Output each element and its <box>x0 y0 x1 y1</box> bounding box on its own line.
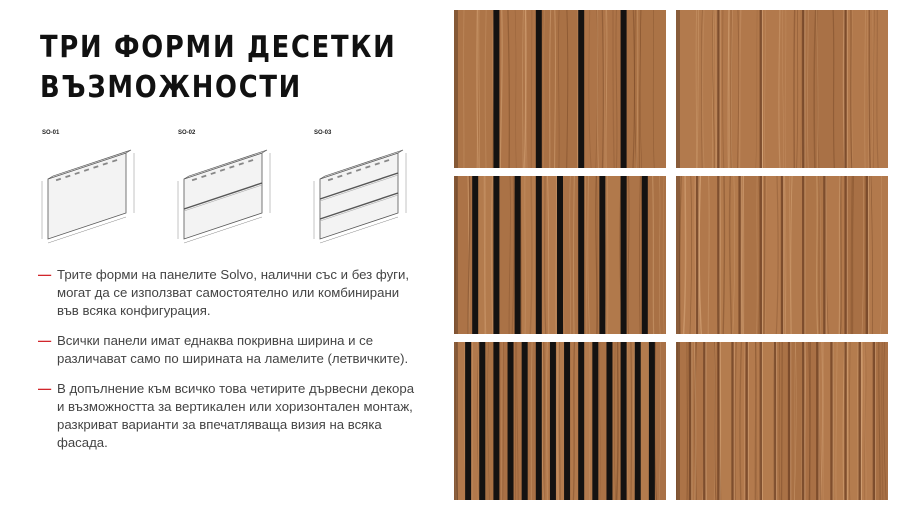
gap-line <box>557 176 563 334</box>
wood-grain <box>631 342 632 500</box>
groove-highlight <box>698 176 699 334</box>
groove-line <box>774 342 776 500</box>
swatch-wide-slats-with-gaps <box>454 10 666 168</box>
groove-line <box>760 176 762 334</box>
swatch-medium-slats-no-gaps <box>676 176 888 334</box>
groove-line <box>689 342 691 500</box>
wood-grain <box>782 342 783 500</box>
gap-line <box>493 10 499 168</box>
gap-line <box>564 342 570 500</box>
feature-text: Всички панели имат еднаква покривна ширина и се различават само по ширината на ламелите (летвичките). <box>57 333 409 366</box>
groove-highlight <box>734 342 735 500</box>
groove-highlight <box>804 10 805 168</box>
profile-drawing <box>170 135 290 247</box>
profile-code: SO-01 <box>42 130 60 136</box>
groove-line <box>781 176 783 334</box>
groove-line <box>717 176 719 334</box>
groove-highlight <box>720 10 721 168</box>
groove-line <box>844 10 846 168</box>
groove-line <box>738 176 740 334</box>
groove-highlight <box>847 176 848 334</box>
groove-highlight <box>847 10 848 168</box>
feature-item <box>38 332 418 368</box>
wood-grain <box>794 10 795 168</box>
slat-tone <box>645 176 666 334</box>
wood-grain <box>839 176 840 334</box>
slat-tone <box>803 176 824 334</box>
wood-texture <box>676 342 888 500</box>
feature-item <box>38 380 418 452</box>
groove-line <box>717 10 719 168</box>
profile-so-02 <box>170 125 290 250</box>
swatch-wide-slats-no-gaps <box>676 10 888 168</box>
panel-profiles <box>34 125 424 250</box>
groove-line <box>866 176 868 334</box>
groove-highlight <box>790 342 791 500</box>
groove-highlight <box>691 342 692 500</box>
groove-line <box>873 342 875 500</box>
gap-line <box>508 342 514 500</box>
profile-drawing <box>306 135 426 247</box>
wood-texture <box>676 10 888 168</box>
gap-line <box>536 10 542 168</box>
groove-line <box>823 176 825 334</box>
slat-tone <box>454 10 496 168</box>
gap-line <box>621 10 627 168</box>
wood-texture <box>454 342 666 500</box>
wood-grain <box>558 342 559 500</box>
profile-drawing <box>34 135 154 247</box>
wood-grain <box>589 342 590 500</box>
wood-grain <box>573 342 574 500</box>
wood-texture <box>454 176 666 334</box>
swatch-narrow-slats-no-gaps <box>676 342 888 500</box>
groove-highlight <box>819 342 820 500</box>
swatch-narrow-slats-with-gaps <box>454 342 666 500</box>
feature-text: Трите форми на панелите Solvo, налични със и без фуги, могат да се използват самостоятелно или комбинирани във всяка конфигурация. <box>57 267 410 318</box>
groove-line <box>760 10 762 168</box>
gap-line <box>472 176 478 334</box>
wood-texture <box>676 176 888 334</box>
panel-edge <box>454 342 458 500</box>
wood-grain <box>556 176 557 334</box>
groove-line <box>802 10 804 168</box>
groove-highlight <box>705 342 706 500</box>
gap-line <box>578 342 584 500</box>
gap-line <box>550 342 556 500</box>
feature-item <box>38 266 418 320</box>
profile-code: SO-02 <box>178 130 196 136</box>
page-title <box>40 28 396 108</box>
gap-line <box>465 342 471 500</box>
gap-line <box>536 176 542 334</box>
slat-tone <box>539 176 560 334</box>
wood-grain <box>472 342 473 500</box>
groove-line <box>731 342 733 500</box>
groove-highlight <box>776 342 777 500</box>
gap-line <box>599 176 605 334</box>
groove-highlight <box>804 176 805 334</box>
profile-so-03 <box>306 125 426 250</box>
groove-highlight <box>783 176 784 334</box>
dash-bullet: — <box>38 267 52 282</box>
gap-line <box>621 176 627 334</box>
gap-line <box>606 342 612 500</box>
gap-line <box>649 342 655 500</box>
groove-line <box>816 342 818 500</box>
groove-highlight <box>861 342 862 500</box>
gap-line <box>592 342 598 500</box>
groove-line <box>802 176 804 334</box>
wood-grain <box>484 176 485 334</box>
groove-highlight <box>762 10 763 168</box>
panel-edge <box>676 342 680 500</box>
wood-grain <box>544 342 545 500</box>
gap-line <box>621 342 627 500</box>
panel-edge <box>676 176 680 334</box>
slat-tone <box>624 10 666 168</box>
wood-grain <box>833 10 834 168</box>
gap-line <box>479 342 485 500</box>
wood-grain <box>857 342 858 500</box>
panel-edge <box>676 10 680 168</box>
profile-so-01 <box>34 125 154 250</box>
groove-highlight <box>762 176 763 334</box>
wood-grain <box>463 10 464 168</box>
gap-line <box>642 176 648 334</box>
gap-line <box>515 176 521 334</box>
title-line-2: ВЪЗМОЖНОСТИ <box>40 70 303 105</box>
groove-highlight <box>748 342 749 500</box>
groove-line <box>859 342 861 500</box>
groove-line <box>844 176 846 334</box>
feature-list <box>38 266 418 464</box>
slat-tone <box>803 10 845 168</box>
gap-line <box>522 342 528 500</box>
slat-tone <box>496 10 538 168</box>
wood-grain <box>477 10 478 168</box>
gap-line <box>578 176 584 334</box>
feature-text: В допълнение към всичко това четирите дървесни декора и възможността за вертикален или хоризонтален монтаж, разкриват варианти за впечатляваща визия на всяка фасада. <box>57 381 415 450</box>
panel-edge <box>454 10 458 168</box>
gap-line <box>635 342 641 500</box>
groove-line <box>788 342 790 500</box>
gap-line <box>578 10 584 168</box>
wood-texture <box>454 10 666 168</box>
groove-highlight <box>720 176 721 334</box>
groove-highlight <box>804 342 805 500</box>
groove-highlight <box>762 342 763 500</box>
slat-tone <box>581 176 602 334</box>
groove-line <box>696 176 698 334</box>
slat-tone <box>718 176 739 334</box>
panel-edge <box>454 176 458 334</box>
gap-line <box>493 342 499 500</box>
title-line-1: ТРИ ФОРМИ ДЕСЕТКИ <box>40 30 397 65</box>
groove-line <box>802 342 804 500</box>
groove-line <box>745 342 747 500</box>
groove-highlight <box>868 176 869 334</box>
groove-highlight <box>720 342 721 500</box>
groove-line <box>844 342 846 500</box>
slat-tone <box>539 10 581 168</box>
wood-grain <box>502 342 503 500</box>
dash-bullet: — <box>38 333 52 348</box>
gap-line <box>493 176 499 334</box>
groove-highlight <box>826 176 827 334</box>
groove-line <box>717 342 719 500</box>
groove-highlight <box>833 342 834 500</box>
groove-line <box>760 342 762 500</box>
groove-highlight <box>847 342 848 500</box>
swatch-medium-slats-with-gaps <box>454 176 666 334</box>
groove-highlight <box>875 342 876 500</box>
groove-line <box>703 342 705 500</box>
gap-line <box>536 342 542 500</box>
groove-highlight <box>741 176 742 334</box>
profile-code: SO-03 <box>314 130 332 136</box>
dash-bullet: — <box>38 381 52 396</box>
groove-line <box>830 342 832 500</box>
